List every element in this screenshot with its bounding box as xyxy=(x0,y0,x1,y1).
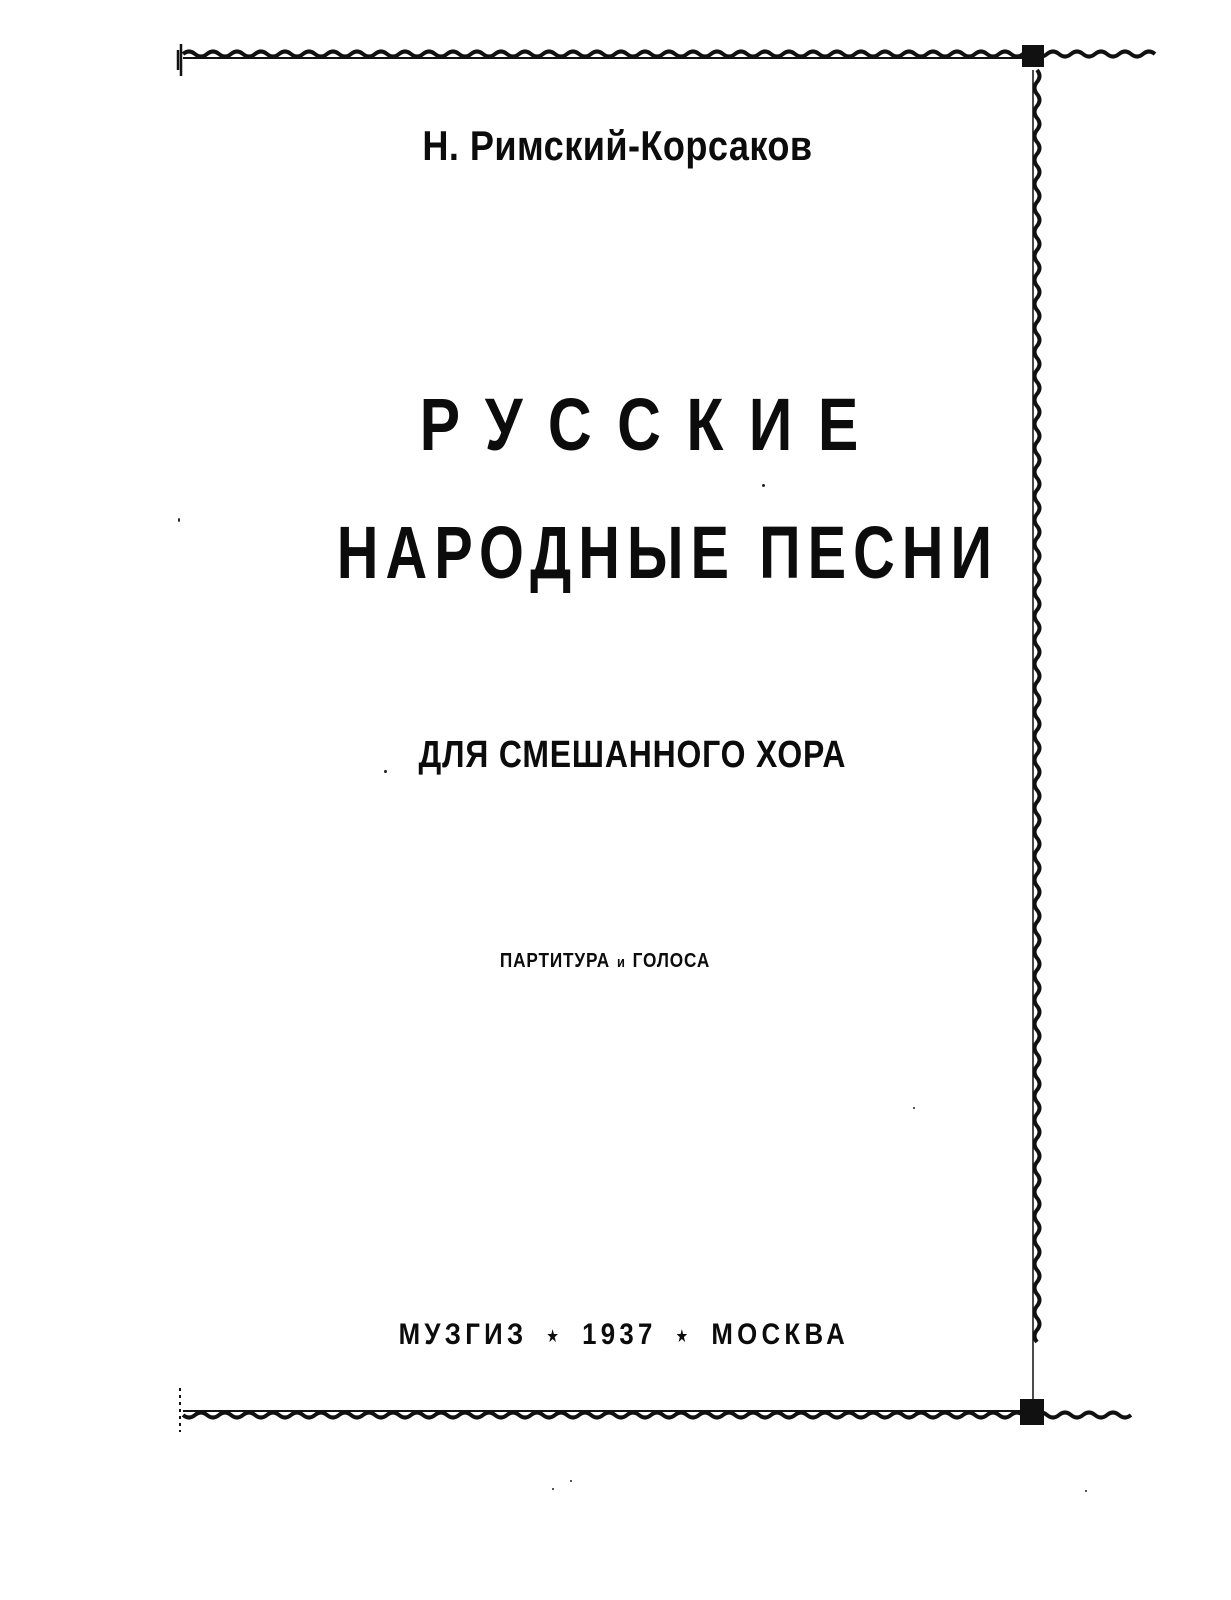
scan-speck xyxy=(570,1480,572,1482)
border-left-ticks xyxy=(178,44,181,76)
publication-year: 1937 xyxy=(582,1318,657,1351)
author-name: Н. Римский-Корсаков xyxy=(422,122,813,169)
scan-speck xyxy=(178,518,180,522)
edition-note-conj: и xyxy=(616,954,626,971)
corner-square-bottom-right xyxy=(1020,1399,1044,1425)
subtitle: ДЛЯ СМЕШАННОГО ХОРА xyxy=(418,734,847,776)
scan-speck xyxy=(913,1107,915,1109)
title-line-1: РУССКИЕ xyxy=(419,383,884,466)
border-top xyxy=(183,52,1155,57)
corner-square-top-right xyxy=(1022,45,1044,67)
scan-speck xyxy=(384,770,387,773)
edition-note-part1: ПАРТИТУРА xyxy=(499,950,611,972)
title-line-2: НАРОДНЫЕ ПЕСНИ xyxy=(336,511,1000,594)
scan-speck xyxy=(762,484,765,487)
scan-speck xyxy=(1085,1490,1087,1492)
scan-speck xyxy=(552,1488,554,1490)
border-bottom xyxy=(183,1413,1131,1418)
edition-note xyxy=(498,950,713,973)
edition-note-part2: ГОЛОСА xyxy=(632,950,711,972)
publisher-name: МУЗГИЗ xyxy=(398,1318,528,1351)
star-icon: ★ xyxy=(546,1326,564,1346)
imprint-line xyxy=(398,1318,850,1352)
publication-city: МОСКВА xyxy=(711,1318,850,1351)
border-right xyxy=(1035,70,1040,1342)
star-icon: ★ xyxy=(675,1326,693,1346)
